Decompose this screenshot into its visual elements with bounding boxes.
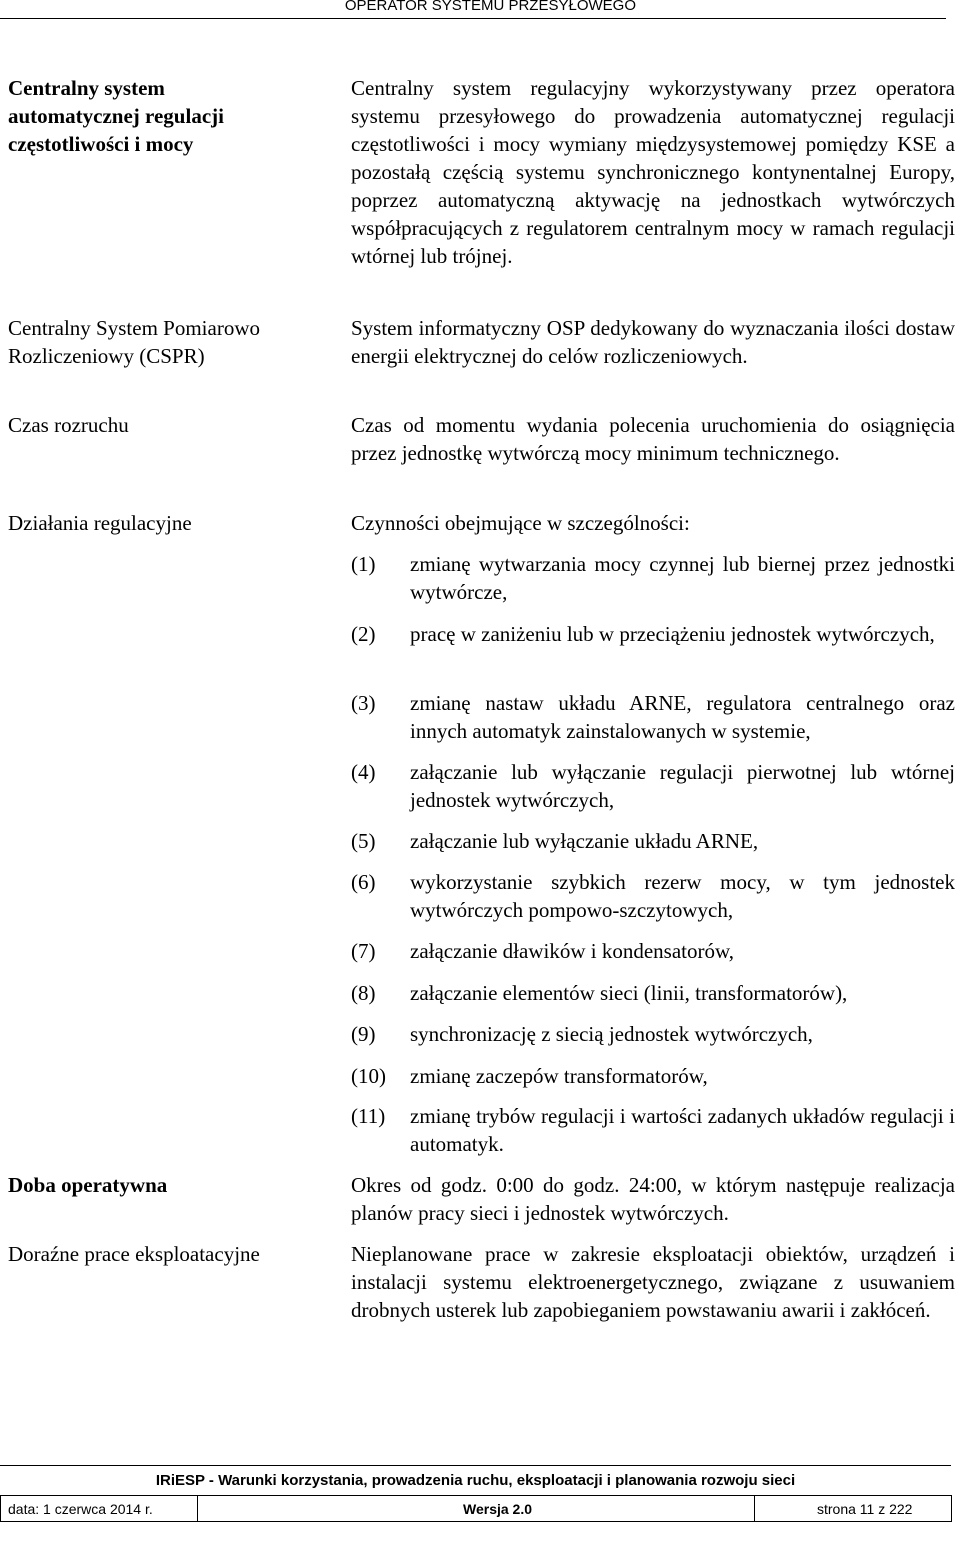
list-item-text: synchronizację z siecią jednostek wytwórczych,	[410, 1022, 813, 1046]
term-czas-rozruchu: Czas rozruchu	[8, 413, 129, 437]
list-item-text: zmianę wytwarzania mocy czynnej lub biernej przez jednostki wytwórcze,	[410, 552, 955, 604]
definition-dzialania-regulacyjne: Czynności obejmujące w szczególności:	[351, 511, 690, 535]
list-item	[351, 1102, 955, 1158]
list-item	[351, 758, 955, 814]
footer-mid-rule	[0, 1495, 951, 1496]
list-item-number: (11)	[351, 1104, 386, 1128]
list-item-text: pracę w zaniżeniu lub w przeciążeniu jednostek wytwórczych,	[410, 622, 935, 646]
list-item-number: (5)	[351, 829, 376, 853]
list-item-number: (6)	[351, 870, 376, 894]
footer-right-border	[951, 1495, 952, 1522]
footer-version: Wersja 2.0	[463, 1501, 533, 1517]
list-item	[351, 689, 955, 745]
list-item	[351, 979, 955, 1007]
footer-top-rule	[0, 1465, 951, 1466]
list-item-text: wykorzystanie szybkich rezerw mocy, w tym jednostek wytwórczych pompowo-szczytowych,	[410, 870, 955, 922]
definition-czas-rozruchu: Czas od momentu wydania polecenia uruchomienia do osiągnięcia przez jednostkę wytwórczą mocy minimum technicznego.	[351, 413, 955, 465]
term-dzialania-regulacyjne: Działania regulacyjne	[8, 511, 192, 535]
footer-page-number: strona 11 z 222	[817, 1501, 913, 1517]
list-item	[351, 827, 955, 855]
definition-centralny-system-arcm: Centralny system regulacyjny wykorzystywany przez operatora systemu przesyłowego do prowadzenia automatycznej regulacji częstotliwości i mocy wymiany międzysystemowej pomiędzy KSE a pozostałą częścią systemu synchronicznego kontynentalnej Europy, poprzez automatyczną aktywację na jednostkach wytwórczych współpracujących z regulatorem centralnym mocy w ramach regulacji wtórnej lub trójnej.	[351, 76, 955, 268]
term-dorazne-prace: Doraźne prace eksploatacyjne	[8, 1242, 260, 1266]
term-doba-operatywna: Doba operatywna	[8, 1173, 168, 1197]
list-item-number: (1)	[351, 552, 376, 576]
list-item-number: (2)	[351, 622, 376, 646]
header-title: OPERATOR SYSTEMU PRZESYŁOWEGO	[344, 0, 636, 14]
list-item	[351, 868, 955, 924]
list-item	[351, 1020, 955, 1048]
list-item-number: (7)	[351, 939, 376, 963]
definition-doba-operatywna: Okres od godz. 0:00 do godz. 24:00, w którym następuje realizacja planów pracy sieci i jednostek wytwórczych.	[351, 1173, 955, 1225]
list-item	[351, 937, 955, 965]
list-item	[351, 1062, 955, 1090]
footer-left-border	[0, 1495, 1, 1522]
list-item-text: załączanie dławików i kondensatorów,	[410, 939, 735, 963]
footer-divider-2	[754, 1495, 755, 1522]
list-item-number: (9)	[351, 1022, 376, 1046]
list-item	[351, 550, 955, 606]
page-footer	[0, 1465, 951, 1524]
list-item-text: załączanie lub wyłączanie regulacji pierwotnej lub wtórnej jednostek wytwórczych,	[410, 760, 955, 812]
list-item-number: (4)	[351, 760, 376, 784]
list-item-text: załączanie lub wyłączanie układu ARNE,	[410, 829, 759, 853]
footer-date: data: 1 czerwca 2014 r.	[8, 1501, 153, 1517]
term-cspr: Centralny System Pomiarowo Rozliczeniowy (CSPR)	[8, 316, 260, 368]
list-item-number: (8)	[351, 981, 376, 1005]
list-item-text: zmianę nastaw układu ARNE, regulatora centralnego oraz innych automatyk zainstalowanych w systemie,	[410, 691, 955, 743]
term-centralny-system-arcm: Centralny system automatycznej regulacji częstotliwości i mocy	[8, 76, 224, 156]
page-header	[0, 0, 946, 19]
definition-cspr: System informatyczny OSP dedykowany do wyznaczania ilości dostaw energii elektrycznej do celów rozliczeniowych.	[351, 316, 955, 368]
list-item-number: (3)	[351, 691, 376, 715]
list-item-text: zmianę trybów regulacji i wartości zadanych układów regulacji i automatyk.	[410, 1104, 955, 1156]
footer-divider-1	[197, 1495, 198, 1522]
list-item	[351, 620, 955, 648]
list-item-text: załączanie elementów sieci (linii, transformatorów),	[410, 981, 848, 1005]
list-item-text: zmianę zaczepów transformatorów,	[410, 1064, 708, 1088]
footer-bottom-rule	[0, 1521, 951, 1522]
footer-title: IRiESP - Warunki korzystania, prowadzenia ruchu, eksploatacji i planowania rozwoju sieci	[155, 1472, 796, 1489]
list-item-number: (10)	[351, 1064, 386, 1088]
definition-dorazne-prace: Nieplanowane prace w zakresie eksploatacji obiektów, urządzeń i instalacji systemu elektroenergetycznego, związane z usuwaniem drobnych usterek lub zapobieganiem powstawaniu awarii i zakłóceń.	[351, 1242, 955, 1322]
